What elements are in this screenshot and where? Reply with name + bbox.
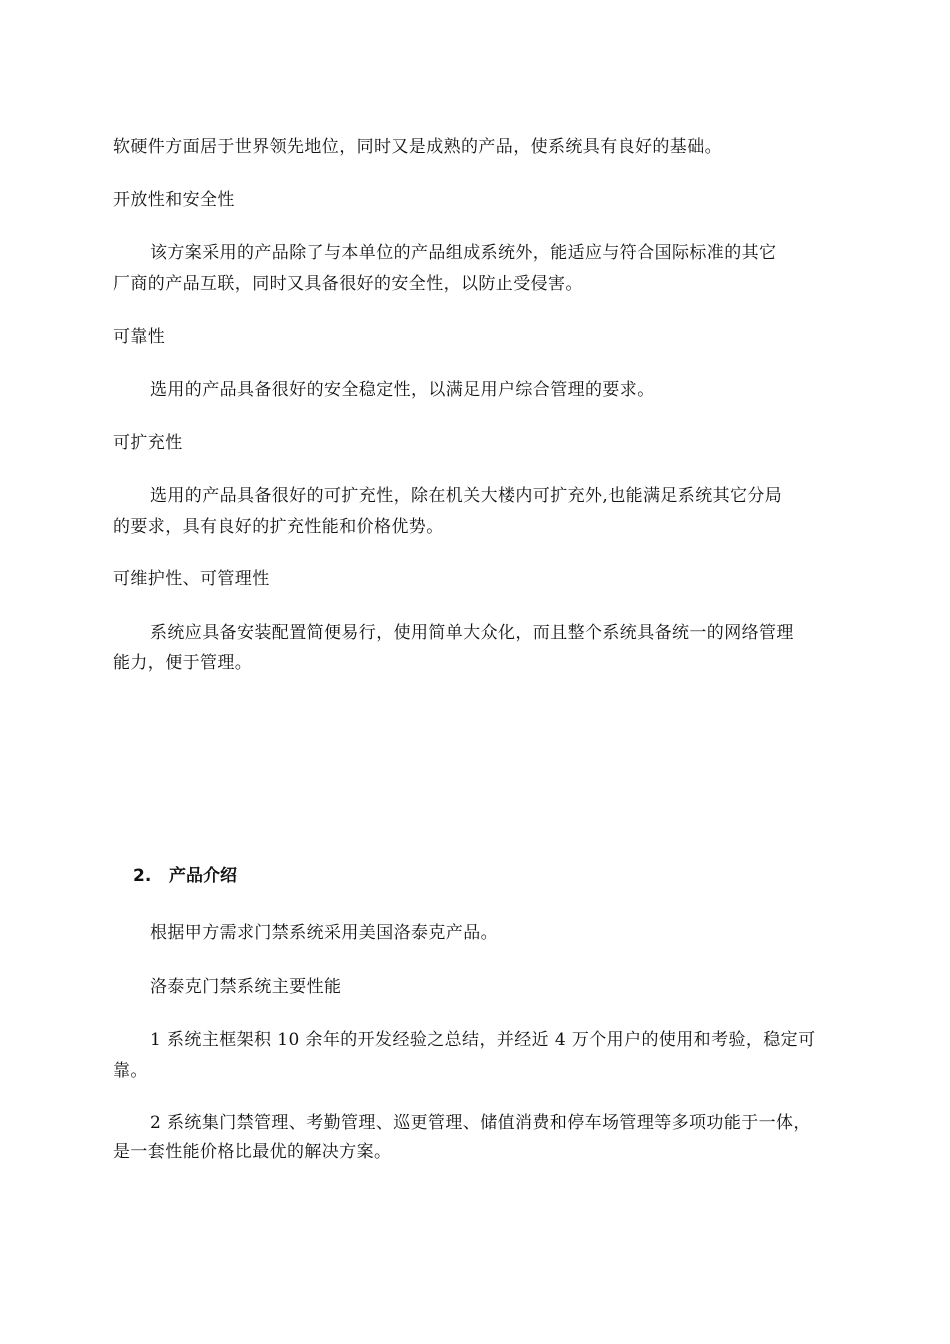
paragraph-line: 选用的产品具备很好的安全稳定性，以满足用户综合管理的要求。 bbox=[150, 380, 655, 400]
paragraph-line: 2 系统集门禁管理、考勤管理、巡更管理、储值消费和停车场管理等多项功能于一体， bbox=[150, 1113, 811, 1133]
subheading-maintainability: 可维护性、可管理性 bbox=[113, 569, 270, 589]
paragraph-line: 系统应具备安装配置简便易行，使用简单大众化，而且整个系统具备统一的网络管理 bbox=[150, 623, 794, 643]
paragraph-line: 洛泰克门禁系统主要性能 bbox=[150, 977, 342, 997]
paragraph-line: 是一套性能价格比最优的解决方案。 bbox=[113, 1142, 392, 1162]
paragraph-line: 的要求，具有良好的扩充性能和价格优势。 bbox=[113, 517, 444, 537]
paragraph-line: 1 系统主框架积 10 余年的开发经验之总结，并经近 4 万个用户的使用和考验，稳定可 bbox=[150, 1030, 816, 1050]
paragraph-line: 根据甲方需求门禁系统采用美国洛泰克产品。 bbox=[150, 923, 498, 943]
subheading-reliability: 可靠性 bbox=[113, 327, 166, 347]
section-title: 产品介绍 bbox=[169, 866, 237, 886]
subheading-scalability: 可扩充性 bbox=[113, 433, 183, 453]
paragraph-line: 软硬件方面居于世界领先地位，同时又是成熟的产品，使系统具有良好的基础。 bbox=[113, 137, 722, 157]
paragraph-line: 厂商的产品互联，同时又具备很好的安全性，以防止受侵害。 bbox=[113, 274, 583, 294]
section-heading-product-intro bbox=[133, 868, 237, 885]
section-number: 2. bbox=[133, 866, 152, 886]
paragraph-line: 该方案采用的产品除了与本单位的产品组成系统外，能适应与符合国际标准的其它 bbox=[150, 243, 777, 263]
paragraph-line: 选用的产品具备很好的可扩充性，除在机关大楼内可扩充外,也能满足系统其它分局 bbox=[150, 486, 783, 506]
paragraph-line: 靠。 bbox=[113, 1061, 148, 1081]
paragraph-line: 能力，便于管理。 bbox=[113, 653, 253, 673]
subheading-openness-security: 开放性和安全性 bbox=[113, 190, 235, 210]
